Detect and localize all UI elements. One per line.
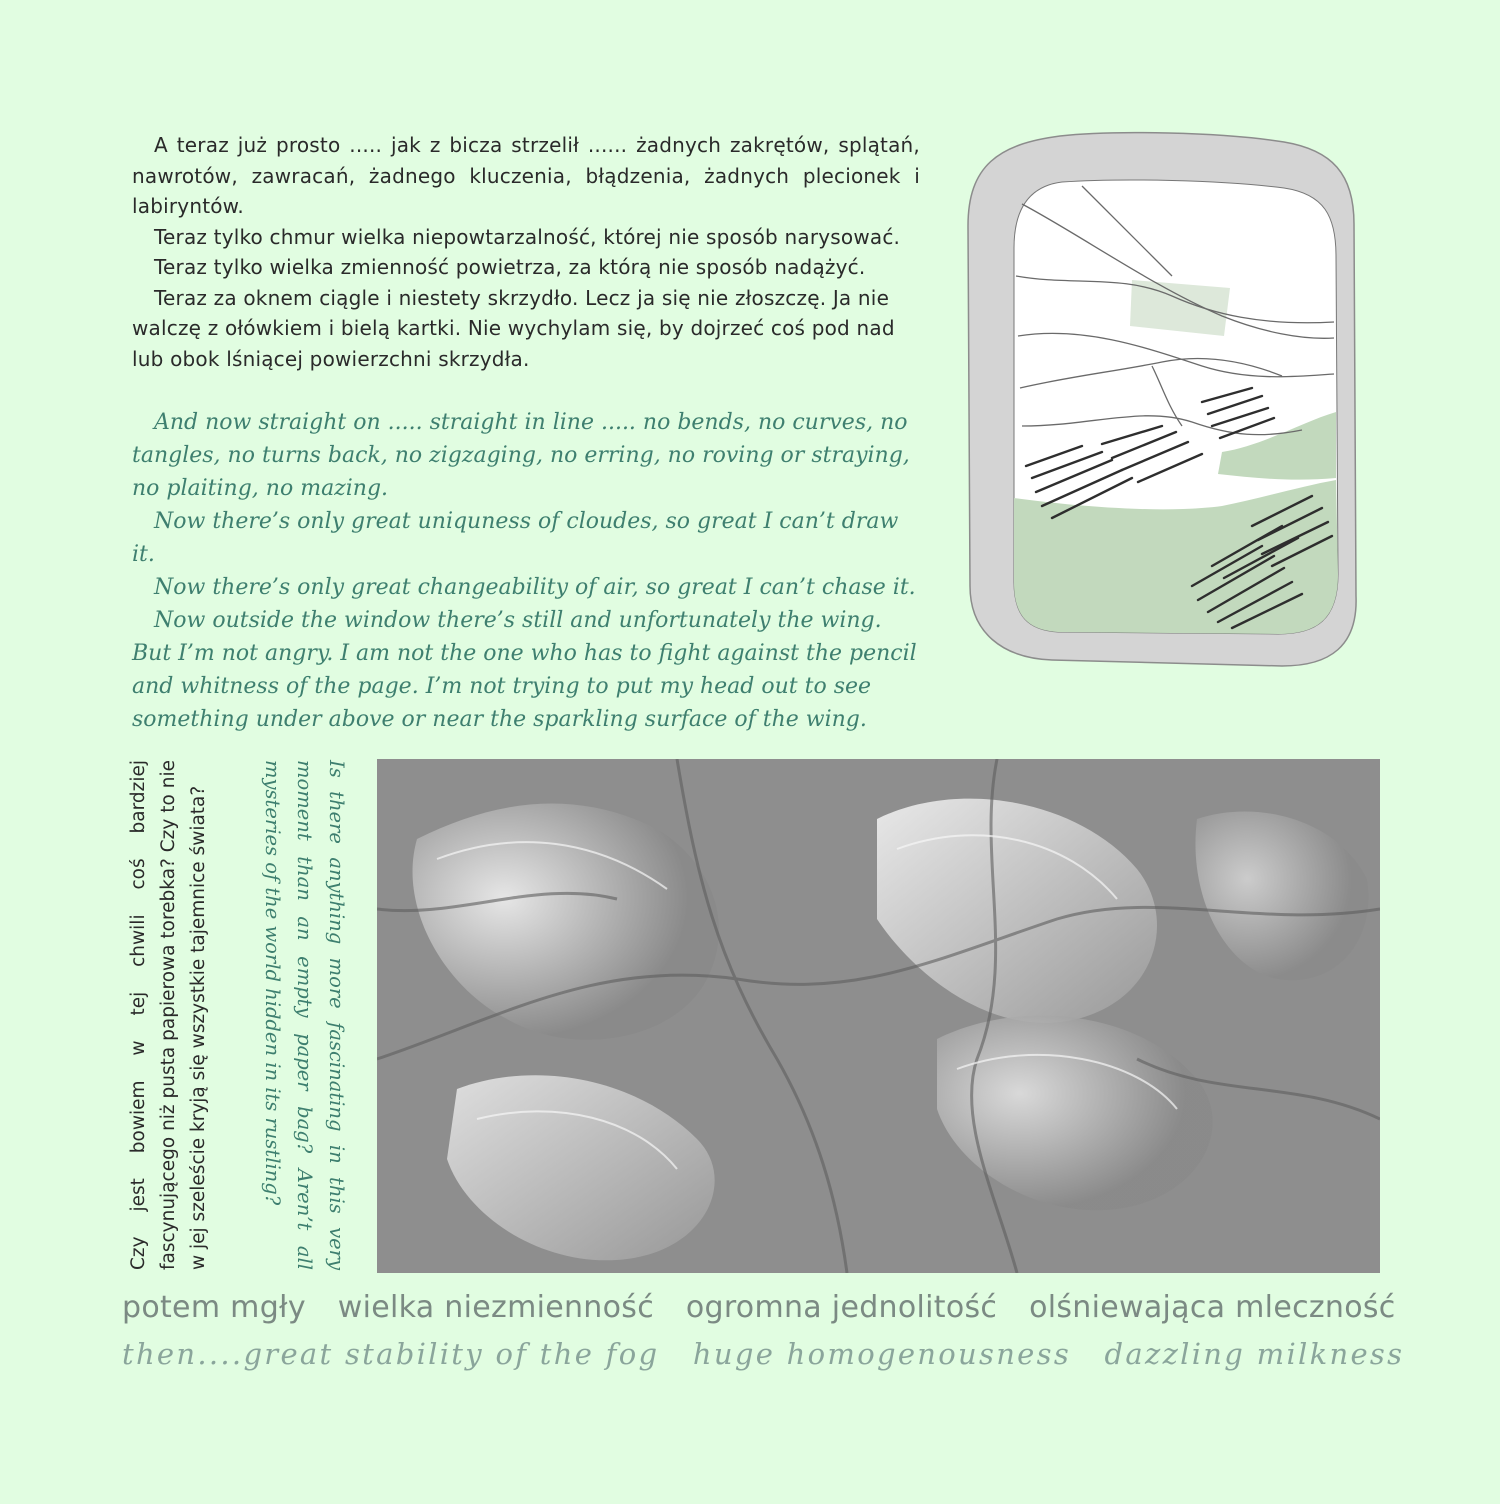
airplane-window-drawing: [962, 126, 1362, 674]
vertical-english-paragraph: Is there anything more fascinating in this very moment than an empty paper bag? Aren’t all mysteries of the world hidden in its rustling?: [261, 760, 348, 1270]
english-text-block: [132, 406, 920, 736]
footer-english-phrase: huge homogenousness: [692, 1337, 1071, 1371]
polish-paragraph: Teraz tylko wielka zmienność powietrza, za którą nie sposób nadążyć.: [154, 255, 866, 279]
footer-english-phrase: dazzling milkness: [1104, 1337, 1405, 1371]
english-paragraph: Now there’s only great changeability of air, so great I can’t chase it.: [154, 575, 916, 600]
polish-text-block: [132, 130, 920, 374]
polish-paragraph: A teraz już prosto ..... jak z bicza strzelił ...... żadnych zakrętów, splątań, nawrotów, zawracań, żadnego kluczenia, błądzenia, żadnych plecionek i labiryntów.: [132, 133, 920, 218]
footer-english-phrase: then....great stability of the fog: [122, 1337, 660, 1371]
polish-paragraph: Teraz za oknem ciągle i niestety skrzydło. Lecz ja się nie złoszczę. Ja nie walczę z ołówkiem i bielą kartki. Nie wychylam się, by dojrzeć coś pod nad lub obok lśniącej powierzchni skrzydła.: [132, 285, 895, 371]
footer-polish-phrase: ogromna jednolitość: [685, 1290, 998, 1325]
footer-english-phrases: [122, 1332, 1405, 1376]
vertical-polish-paragraph: Czy jest bowiem w tej chwili coś bardziej fascynującego niż pusta papierowa torebka? Czy to nie w jej szeleście kryją się wszystkie tajemnice świata?: [128, 760, 209, 1270]
footer-polish-phrase: olśniewająca mleczność: [1029, 1290, 1396, 1325]
footer-polish-phrase: potem mgły: [122, 1290, 306, 1325]
crumpled-paper-bag-photo: [377, 759, 1380, 1273]
vertical-english-text: [252, 760, 352, 1270]
english-paragraph: And now straight on ..... straight in line ..... no bends, no curves, no tangles, no turns back, no zigzaging, no erring, no roving or straying, no plaiting, no mazing.: [132, 410, 910, 501]
polish-paragraph: Teraz tylko chmur wielka niepowtarzalność, której nie sposób narysować.: [154, 224, 901, 249]
english-paragraph: Now there’s only great uniquness of cloudes, so great I can’t draw it.: [132, 509, 899, 567]
footer-polish-phrases: [122, 1288, 1396, 1328]
footer-polish-phrase: wielka niezmienność: [337, 1290, 654, 1325]
english-paragraph: Now outside the window there’s still and unfortunately the wing. But I’m not angry. I am not the one who has to fight against the pencil and whitness of the page. I’m not trying to put my head out to see something under above or near the sparkling surface of the wing.: [132, 608, 917, 732]
vertical-polish-text: [124, 760, 244, 1270]
